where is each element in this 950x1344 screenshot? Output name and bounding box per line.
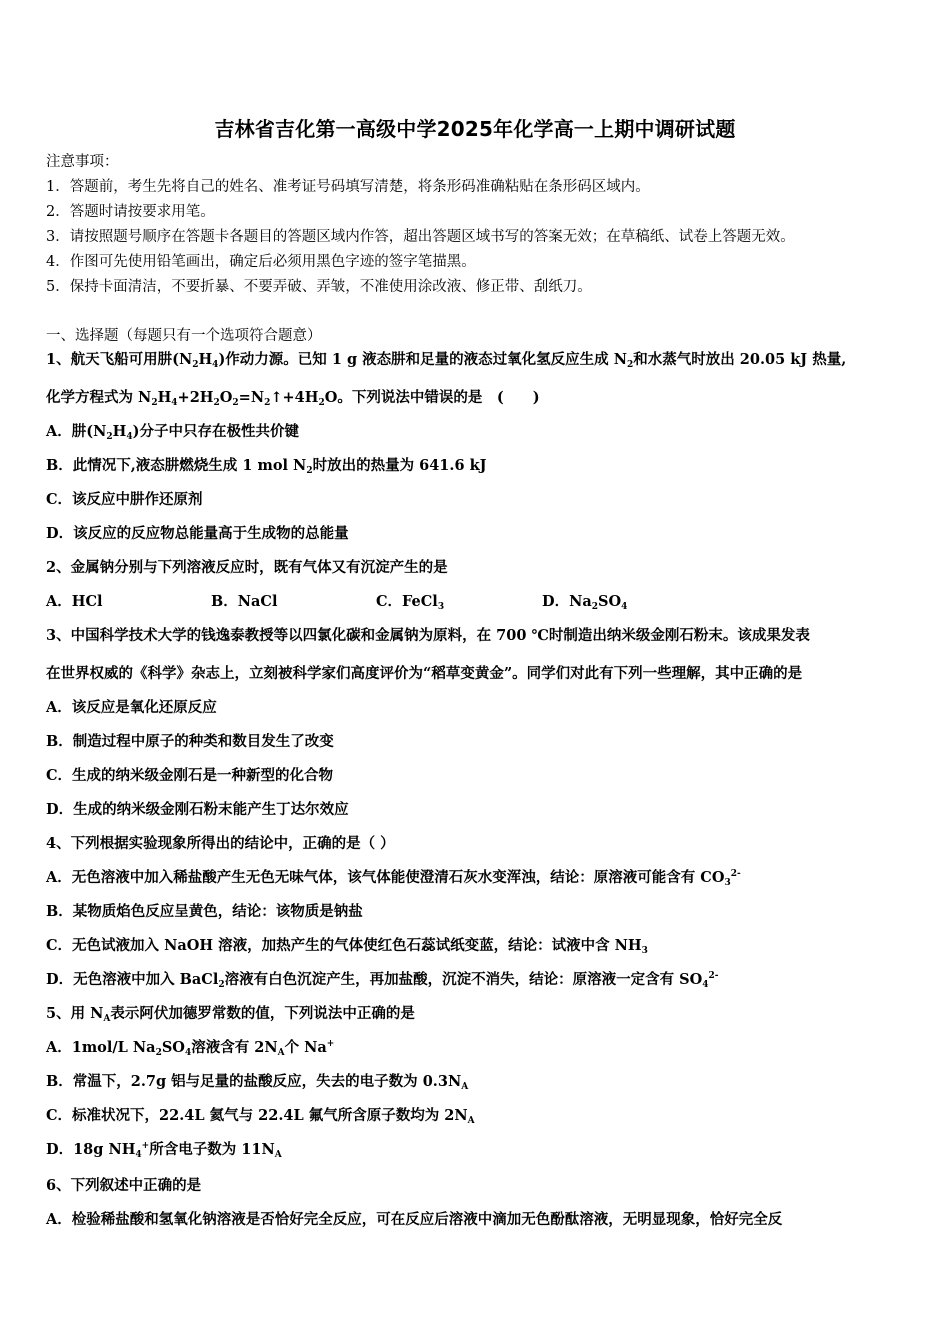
q1-stem-line2: 化学方程式为 $N_2H_4+2H_2O_2=N_2↑+4H_2O$。下列说法中错误的是 ( ) — [46, 389, 540, 408]
q2-stem: 2、金属钠分别与下列溶液反应时，既有气体又有沉淀产生的是 — [46, 559, 448, 576]
q3-option-d: D．生成的纳米级金刚石粉末能产生丁达尔效应 — [46, 801, 349, 818]
q4-stem: 4、下列根据实验现象所得出的结论中，正确的是（ ） — [46, 835, 395, 852]
q5-option-d: D．18g $NH_4^+$所含电子数为 $11N_A$ — [46, 1141, 282, 1160]
notice-item: 3．请按照题号顺序在答题卡各题目的答题区域内作答，超出答题区域书写的答案无效；在草稿纸、试卷上答题无效。 — [46, 229, 795, 245]
notice-item: 5．保持卡面清洁，不要折暴、不要弄破、弄皱，不准使用涂改液、修正带、刮纸刀。 — [46, 279, 592, 295]
notice-item: 2．答题时请按要求用笔。 — [46, 204, 215, 220]
q1-option-c: C．该反应中肼作还原剂 — [46, 491, 203, 508]
q6-stem: 6、下列叙述中正确的是 — [46, 1177, 202, 1194]
q3-option-a: A．该反应是氧化还原反应 — [46, 699, 217, 716]
notice-item: 1．答题前，考生先将自己的姓名、准考证号码填写清楚，将条形码准确粘贴在条形码区域内。 — [46, 179, 650, 195]
q4-option-a: A．无色溶液中加入稀盐酸产生无色无味气体，该气体能使澄清石灰水变浑浊，结论：原溶液可能含有 $CO_3^{2-}$ — [46, 869, 741, 888]
q3-option-b: B．制造过程中原子的种类和数目发生了改变 — [46, 733, 334, 750]
q5-option-c: C．标准状况下，22.4L 氦气与 22.4L 氟气所含原子数均为 $2N_A$ — [46, 1107, 475, 1126]
q4-option-c: C．无色试液加入 NaOH 溶液，加热产生的气体使红色石蕊试纸变蓝，结论：试液中含 $NH_3$ — [46, 937, 648, 956]
q6-option-a: A．检验稀盐酸和氢氧化钠溶液是否恰好完全反应，可在反应后溶液中滴加无色酚酞溶液，无明显现象，恰好完全反 — [46, 1211, 783, 1228]
section-heading: 一、选择题（每题只有一个选项符合题意） — [46, 328, 322, 344]
notice-heading: 注意事项： — [46, 154, 119, 170]
q1-option-d: D．该反应的反应物总能量高于生成物的总能量 — [46, 525, 349, 542]
q4-option-b: B．某物质焰色反应呈黄色，结论：该物质是钠盐 — [46, 903, 363, 920]
q1-stem-line1: 1、航天飞船可用肼$(N_2H_4)$作动力源。已知 1 g 液态肼和足量的液态过氧化氢反应生成 $N_2$和水蒸气时放出 20.05 kJ 热量, — [46, 351, 847, 370]
q2-option-d: D．$Na_2SO_4$ — [542, 593, 628, 612]
q5-stem: 5、用 $N_A$表示阿伏加德罗常数的值，下列说法中正确的是 — [46, 1005, 415, 1024]
q1-option-b: B．此情况下,液态肼燃烧生成 1 mol $N_2$时放出的热量为 641.6 kJ — [46, 457, 487, 476]
q5-option-b: B．常温下，2.7g 铝与足量的盐酸反应，失去的电子数为 $0.3N_A$ — [46, 1073, 469, 1092]
q4-option-d: D．无色溶液中加入 BaCl$_2$溶液有白色沉淀产生，再加盐酸，沉淀不消失，结论：原溶液一定含有 $SO_4^{2-}$ — [46, 971, 719, 990]
q2-option-b: B．NaCl — [211, 593, 278, 610]
page-title: 吉林省吉化第一高级中学2025年化学高一上期中调研试题 — [214, 117, 736, 141]
notice-item: 4．作图可先使用铅笔画出，确定后必须用黑色字迹的签字笔描黑。 — [46, 254, 476, 270]
q1-option-a: A．肼$(N_2H_4)$分子中只存在极性共价键 — [46, 423, 299, 442]
q5-option-a: A．1mol/L $Na_2SO_4$溶液含有 $2N_A$个 Na+ — [46, 1039, 335, 1058]
q3-stem-line1: 3、中国科学技术大学的钱逸泰教授等以四氯化碳和金属钠为原料，在 700 ℃时制造出纳米级金刚石粉末。该成果发表 — [46, 627, 810, 644]
q2-option-c: C．FeCl$_3$ — [376, 593, 445, 612]
q3-stem-line2: 在世界权威的《科学》杂志上，立刻被科学家们高度评价为“稻草变黄金”。同学们对此有下列一些理解，其中正确的是 — [46, 665, 803, 682]
q2-option-a: A．HCl — [46, 593, 103, 610]
q3-option-c: C．生成的纳米级金刚石是一种新型的化合物 — [46, 767, 334, 784]
